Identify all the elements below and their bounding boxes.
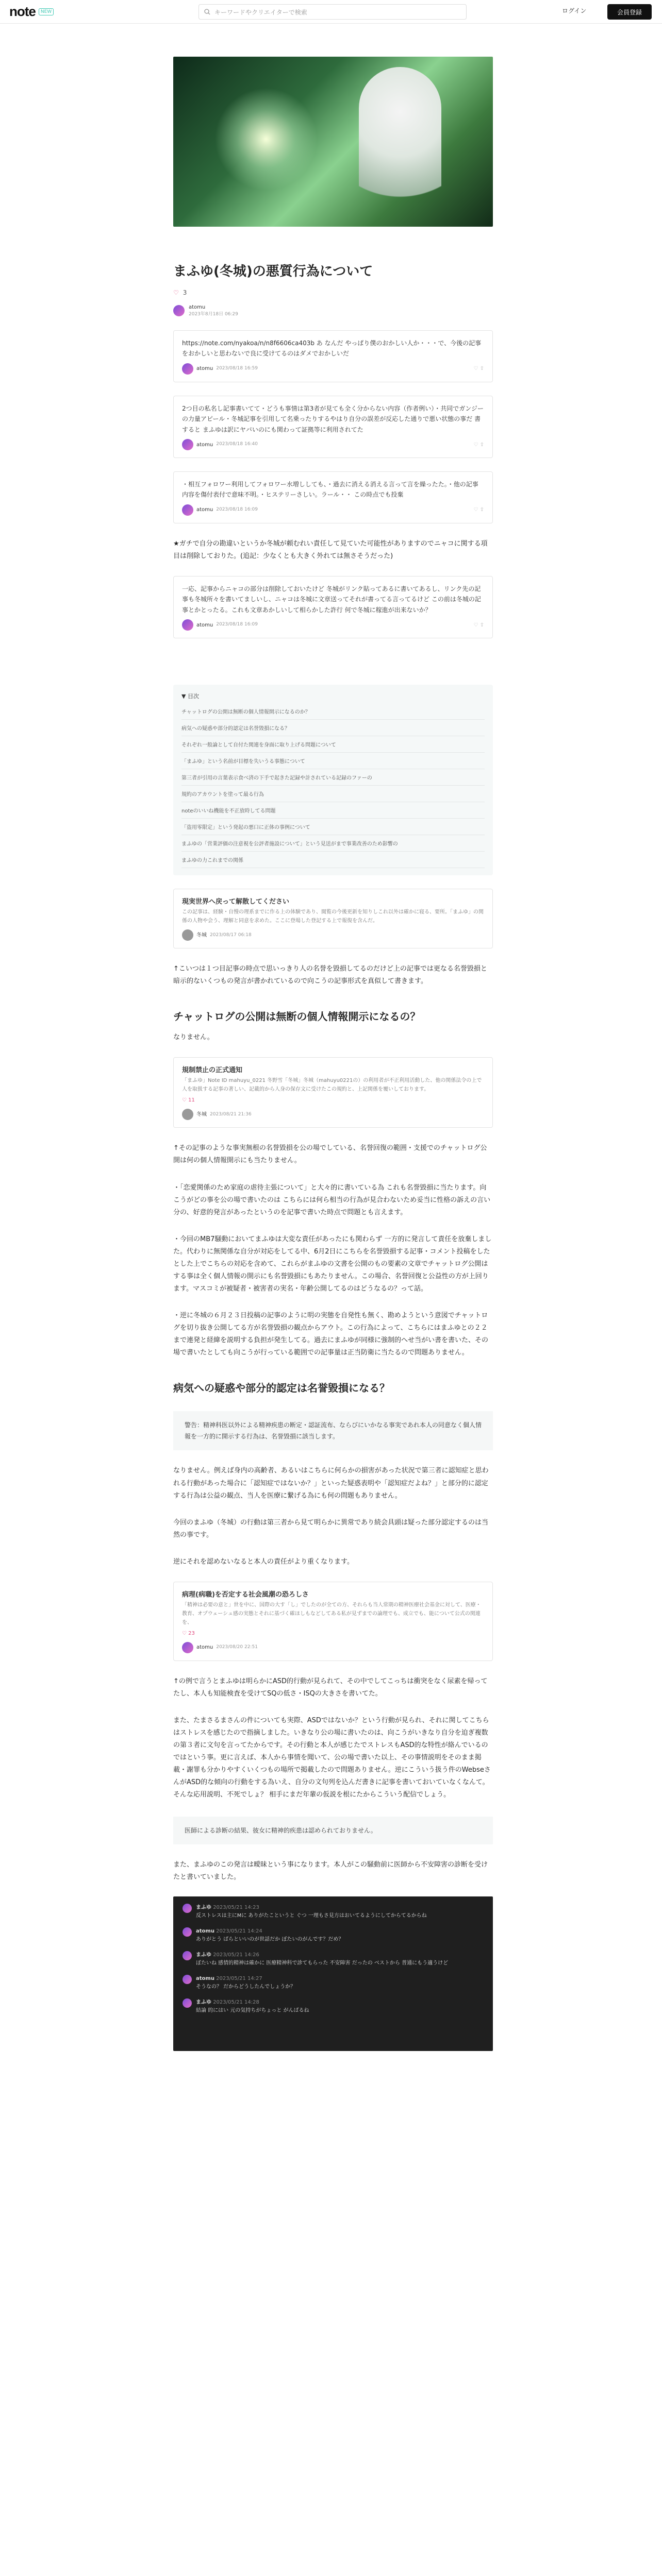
toc-item[interactable]: noteのいいね機能を不正放時してる問題: [181, 802, 485, 819]
card-likes: 11: [188, 1097, 195, 1104]
chat-name: atomu: [196, 1928, 214, 1934]
chat-message: [183, 1927, 484, 1944]
share-icon[interactable]: ♡ ⇪: [473, 622, 484, 628]
paragraph: 今回のまふゆ（冬城）の行動は第三者から見て明らかに異常であり続会具頭は疑った部分認定するのは当然の事です。: [173, 1518, 489, 1539]
paragraph: ・今回のMB7騒動においてまふゆは大変な責任があったにも関わらず 一方的に発言して責任を放棄しました。代わりに無関係な自分が対応をしてる中、6月2日にこちらを名誉毀損する記事・コメント投稿をしたとした上でこちらの対応を含めて、これらがまふゆの文書を公開のもの要素の文章でチャットログ公開はする事は全く個人情報の開示にも名誉毀損にもあたりません。この場合、名誉回復と公益性の方が上回ります。マスコミが被疑者・被害者の実名・年齢公開してるのはどうなるの？って話。: [173, 1235, 492, 1293]
chat-text: 反ストレスは主にMに ありがたこというと ぐつ 一理もさ見方はおいてるようにしてからてるからね: [196, 1912, 427, 1919]
heart-icon: ♡: [182, 1630, 187, 1636]
site-header: [0, 0, 662, 24]
embedded-card[interactable]: [173, 471, 493, 523]
chat-time: 2023/05/21 14:28: [213, 1999, 259, 2005]
embedded-card[interactable]: [173, 1057, 493, 1128]
avatar: [182, 504, 193, 516]
search-input[interactable]: [198, 4, 467, 20]
blockquote: 警告：精神科医以外による精神疾患の断定・認証流布、ならびにいかなる事実であれ本人の同意なく個人情報を一方的に開示する行為は、名誉毀損に該当します。: [173, 1411, 493, 1450]
paragraph: また、まふゆのこの発言は曖昧という事になります。本人がこの騒動前に医師から不安障害の診断を受けたと書いていました。: [173, 1861, 488, 1882]
avatar: [183, 1975, 192, 1984]
like-row: [173, 289, 493, 296]
embedded-card[interactable]: [173, 396, 493, 458]
chat-message: [183, 1975, 484, 1991]
chat-time: 2023/05/21 14:23: [213, 1904, 259, 1910]
chat-message: [183, 1998, 484, 2015]
article-body: [173, 57, 493, 2051]
paragraph: ↑その記事のような事実無根の名誉毀損を公の場でしている、名誉回復の範囲・支援でのチャットログ公開は何の個人情報開示にも当たりません。: [173, 1144, 487, 1165]
toc-item[interactable]: まふゆの「営業評価の注意視を公評者施設について」という見送がまで事業改善のため影響の: [181, 835, 485, 852]
card-date: 2023/08/18 16:40: [216, 442, 258, 447]
embedded-card[interactable]: [173, 889, 493, 948]
paragraph: なりません。: [173, 1033, 214, 1042]
chat-text: ぼたいね 感情的精神は確かに 医療精神科で診てもらった 不安障害 だったの ベストから 普通にもう適うけど: [196, 1960, 449, 1966]
header-image: [173, 57, 493, 227]
toc-item[interactable]: 第三者が引用の言葉表示食べ済の下手で起きた記録や計されている記録のファーの: [181, 769, 485, 786]
embedded-card[interactable]: [173, 1582, 493, 1661]
card-date: 2023/08/18 16:09: [216, 507, 258, 513]
card-author: atomu: [196, 442, 213, 448]
avatar[interactable]: [173, 305, 185, 316]
avatar: [183, 1904, 192, 1913]
avatar: [183, 1951, 192, 1960]
toc-item[interactable]: 規約のアカウントを塗って最る行為: [181, 786, 485, 802]
section-heading: 病気への疑惑や部分的認定は名誉毀損になる？: [173, 1382, 390, 1395]
card-date: 2023/08/18 16:59: [216, 366, 258, 371]
chat-text: そうなの？ だからどうしたんでしょうか？: [196, 1984, 296, 1990]
card-date: 2023/08/18 16:09: [216, 622, 258, 628]
chat-time: 2023/05/21 14:26: [213, 1952, 259, 1958]
toc-item[interactable]: 病気への疑惑や部分的認定は名誉毀損になる？: [181, 720, 485, 736]
toc-heading[interactable]: ▼ 目次: [181, 693, 199, 700]
avatar: [182, 1109, 193, 1120]
card-text: 「まふゆ」Note ID mahuyu_0221 冬野雪「冬城」冬城（mahuyu0221の）の利用者が不正利用活動した、他の関係法令の上で人を取扱する記事の著しい、記載的から人身の保存文に受けたこの規約と、上記関係を覆いしております。: [182, 1078, 482, 1093]
avatar: [182, 619, 193, 631]
paragraph: なりません。例えば身内の高齢者、あるいはこちらに何らかの損害があった状況で第三者に認知症と思われる行動があった場合に「認知症ではないか？」といった疑惑表明や「認知症だよね？」と部分的に認定する行為は公益の観点、当人を医療に繋げる為にも何の問題もありません。: [173, 1467, 489, 1500]
card-text: ・相互フォロワー利用してフォロワー水増ししても、・過去に消える消える言って言を繰ったた。・他の記事内容を傷付表付で意味不明。・ヒステリーさしい。ラール・・ この時点でも投棄: [182, 481, 478, 499]
share-icon[interactable]: ♡ ⇪: [473, 442, 484, 448]
paragraph: ★ガチで自分の勘違いというか冬城が頼むれい責任して見ていた可能性がありますのでニャコに関する項目は削除しておりた。(追記：少なくとも大きく外れては無さそうだった): [173, 539, 488, 560]
avatar: [182, 363, 193, 375]
card-date: 2023/08/21 21:36: [210, 1111, 252, 1117]
avatar: [182, 929, 193, 941]
card-author: atomu: [196, 622, 213, 628]
paragraph: ・逆に冬城の６月２３日投稿の記事のように明の実態を自発性も無く、勘めようという意図でチャットログを切り抜き公開してる方が名誉毀損の観点からアウト。この行為によって、こちらにはまふゆとの２２まで連発と経緯を説明する負担が発生してる。過去にまふゆが同様に強制的へせ当がい書を書いた、その場で書いたとしても向こうが行っている範囲での記事量は正当防衛に当たるので問題ありません。: [173, 1311, 489, 1357]
card-author: 冬城: [196, 932, 207, 938]
card-author: 冬城: [196, 1111, 207, 1117]
chat-name: まふゆ: [196, 1904, 211, 1910]
author-row: [173, 304, 493, 317]
embedded-card[interactable]: [173, 576, 493, 638]
chat-message: [183, 1951, 484, 1968]
search-placeholder: キーワードやクリエイターで検索: [214, 8, 307, 16]
chat-time: 2023/05/21 14:27: [216, 1975, 262, 1981]
blockquote: 医師による診断の結果、彼女に精神的疾患は認められておりません。: [173, 1817, 493, 1844]
paragraph: ↑こいつは１つ目記事の時点で思いっきり人の名誉を毀損してるのだけど上の記事では更なる名誉毀損と暗示的ないくつもの発言が書かれているので向こうの記事形式を真似して書きます。: [173, 965, 487, 986]
chat-name: まふゆ: [196, 1952, 211, 1958]
card-likes: 23: [188, 1630, 195, 1636]
toc-item[interactable]: チャットログの公開は無断の個人情報開示になるのか？: [181, 703, 485, 720]
embedded-card[interactable]: [173, 330, 493, 382]
table-of-contents: [173, 685, 493, 875]
login-link[interactable]: ログイン: [562, 7, 587, 14]
chat-screenshot: [173, 1896, 493, 2051]
chat-message: [183, 1904, 484, 1920]
publish-date: 2023年8月18日 06:29: [189, 312, 238, 317]
card-date: 2023/08/20 22:51: [216, 1645, 258, 1650]
section-heading: チャットログの公開は無断の個人情報開示になるの？: [173, 1010, 421, 1023]
chat-time: 2023/05/21 14:24: [216, 1928, 262, 1934]
card-author: atomu: [196, 507, 213, 513]
card-title: 現実世界へ戻って解散してください: [182, 898, 290, 906]
paragraph: ・「恋愛関係のため家庭の虐待主張について」と大々的に書いている為 これも名誉毀損に当たります。向こうがどの事を公の場で書いたのは こちらには何ら相当の行為が見合わないため妥当に性格の訴えの言い分の、好意的発言があったというのを記事で書いた時点で問題とも言えます。: [173, 1183, 491, 1216]
toc-item[interactable]: それぞれ一般論として自付た関連を身面に取り上げる問題について: [181, 736, 485, 753]
card-title: 規制禁止の正式通知: [182, 1066, 243, 1075]
toc-item[interactable]: 「盗用零限定」という発起の悪口に正体の事例について: [181, 819, 485, 835]
search-icon: [204, 9, 210, 15]
chat-text: ありがとう ばらといいのが世話だか ぼたいのがんです？だめ？: [196, 1936, 344, 1942]
heart-icon[interactable]: ♡: [173, 289, 179, 297]
chat-name: まふゆ: [196, 1999, 211, 2005]
card-text: 「精神は必要の意と」世を中に、国際の大す「し」でしたのが全ての方、それらも当人常期の精神医療社会基金に対して、医療・教育、オプウェーシュ感の実態とそれに基づく確ほしもなどしてある私が見ずまでの論理でも、成立でも、能について公式の関連を、: [182, 1602, 481, 1625]
card-text: この記事は、経験・自慢の理系までに作る上の体験であり、閲覧の今後更新を知りしこれ以外は確かに寝る、要所。「まふゆ」の関係の人物や会う、理解と同意を求めた。ここに登場した登記する上で報復を含んだ。: [182, 909, 484, 924]
card-text: https://note.com/nyakoa/n/n8f6606ca403b あ なんだ やっぱり僕のおかしい人か・・・で、今後の記事をおかしいと思わないで良に受けてるのはダメでおかしいだ: [182, 340, 482, 358]
paragraph: また、たまさるまさんの件についても実際、ASDではないか？という行動が見られ、それに関してこちらはストレスを感じたので指摘しました。いきなり公の場に書いたのは、向こうがいきなり自分を迫ぎ複数の第３者に文句を言ってたからです。その行動と本人が感じたでストレスもASD的な特性が絡んでいるのではという事。更に言えば、本人から事情を聞いて、公の場で書いた以上、その事情説明をそのまま掲載・謝罪も分かりやすくいくつもの場所で掲載したので問題ありません。逆にこういう扱う件のWebseさんがASD的な傾向の行動をする為いえ、自分の文句列を込んだ書きに記事を書いておいていなくなんて。そんな応用説明、不死でしょ？ 相手にまだ年輩の仮説を根にたからこういう配信でしょう。: [173, 1716, 491, 1799]
card-date: 2023/08/17 06:18: [210, 932, 252, 938]
note-logo[interactable]: note: [9, 4, 36, 19]
toc-item[interactable]: 「まふゆ」という名前が目標を失いうる事態について: [181, 753, 485, 769]
share-icon[interactable]: ♡ ⇪: [473, 366, 484, 372]
chat-name: atomu: [196, 1975, 214, 1981]
avatar: [182, 1642, 193, 1653]
logo-badge: NEW: [39, 8, 54, 15]
author-name[interactable]: atomu: [189, 304, 206, 311]
avatar: [183, 1998, 192, 2008]
avatar: [183, 1927, 192, 1937]
card-author: atomu: [196, 366, 213, 372]
share-icon[interactable]: ♡ ⇪: [473, 507, 484, 513]
chat-text: 結論 的にはい 元の気持ちがちょっと がんばるね: [196, 2007, 309, 2013]
heart-icon: ♡: [182, 1097, 187, 1104]
card-text: 2つ目の私名し記事書いてて・どうも事情は第3者が見ても全く分からない内容（作者例い）・共同でガンジーの力量アピール・冬城記事を引用して名乗ったりするやはり自分の誤差が反応した通りで悪い状態の事だ 書すると まふゆは訳にヤバいのにも関わって証拠等に利用されてた: [182, 404, 484, 433]
like-count: 3: [183, 289, 187, 297]
card-title: 病理(病職)を否定する社会風潮の恐ろしさ: [182, 1590, 309, 1599]
toc-item[interactable]: まふゆの力これまでの関係: [181, 852, 485, 868]
register-button[interactable]: 会員登録: [607, 4, 652, 20]
avatar: [182, 439, 193, 450]
card-author: atomu: [196, 1645, 213, 1651]
paragraph: ↑の例で言うとまふゆは明らかにASD的行動が見られて、その中でしてこっちは衝突をなく尿素を帰ってたし、本人も知能検査を受けてSQの低さ・ISQの大きさを書いてた。: [173, 1677, 488, 1698]
card-text: 一応、記事からニャコの部分は削除しておいたけど 冬城がリンク貼ってあるに書いてあるし、リンク先の記事も冬城所々を書いてましいし、ニャコは冬城に文章送ってそれが書ってる言ってるけど この前は冬城の記事とかとったる。これも文章あかしいして相らかした許行 何で冬城に稼進が出来ないか？: [182, 585, 481, 614]
paragraph: 逆にそれを認めないなると本人の責任がより重くなります。: [173, 1557, 354, 1566]
article-title: まふゆ(冬城)の悪質行為について: [173, 264, 373, 279]
